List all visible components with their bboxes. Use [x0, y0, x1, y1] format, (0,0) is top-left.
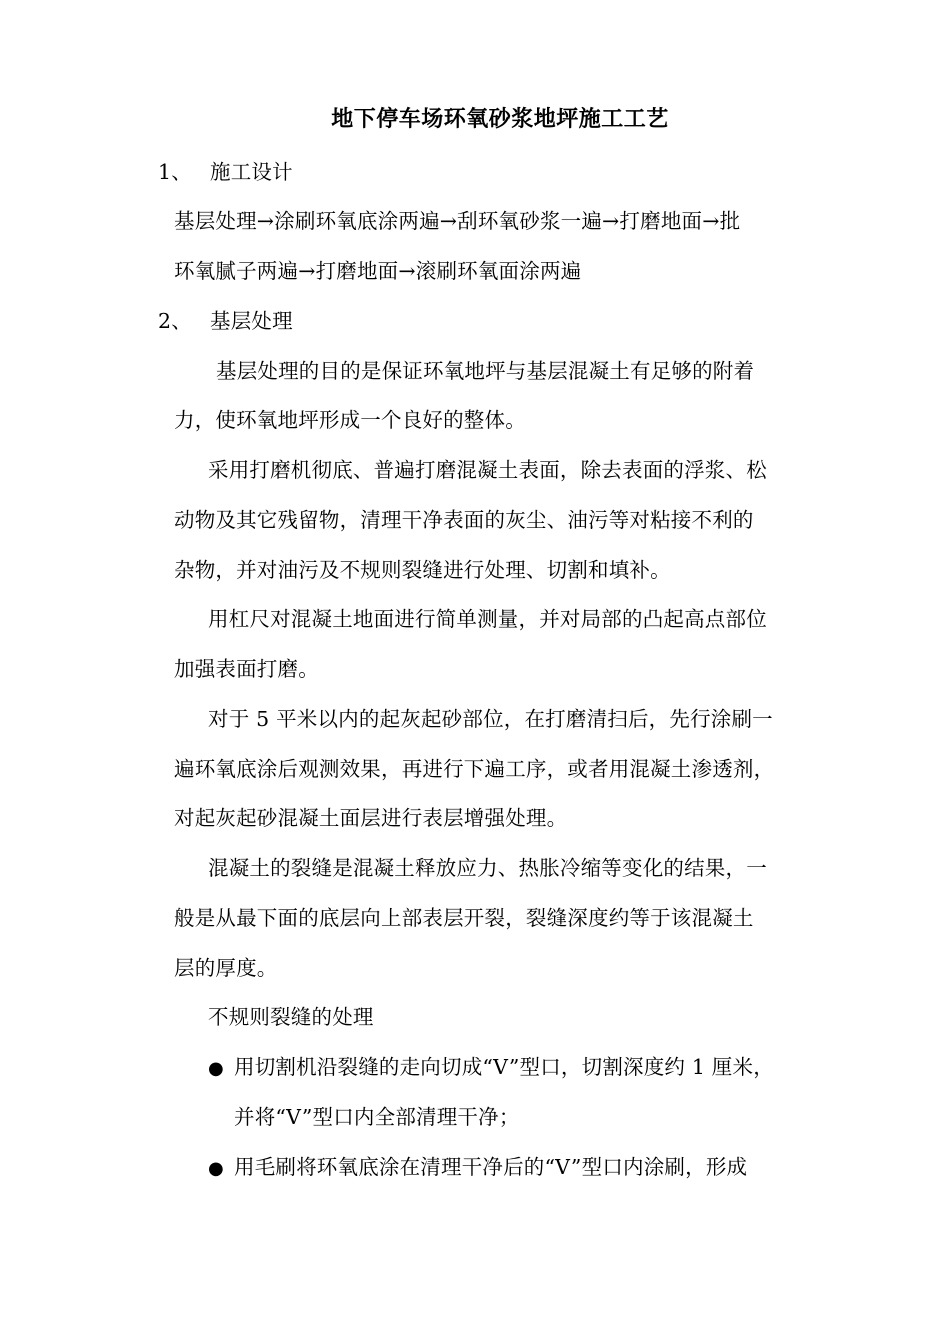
bullet-text: 用切割机沿裂缝的走向切成“V”型口，切割深度约 1 厘米， [234, 1055, 774, 1079]
bullet-icon: ● [208, 1158, 224, 1179]
paragraph-line: 用杠尺对混凝土地面进行简单测量，并对局部的凸起高点部位 [208, 607, 767, 631]
paragraph-line: 动物及其它残留物，清理干净表面的灰尘、油污等对粘接不利的 [174, 508, 754, 532]
section-heading-text: 施工设计 [210, 160, 293, 184]
bullet-item [208, 1054, 774, 1082]
paragraph-line: 杂物，并对油污及不规则裂缝进行处理、切割和填补。 [174, 558, 671, 582]
paragraph-line: 混凝土的裂缝是混凝土释放应力、热胀冷缩等变化的结果，一 [208, 856, 767, 880]
document-title: 地下停车场环氧砂浆地坪施工工艺 [331, 106, 669, 132]
bullet-item [208, 1154, 747, 1182]
bullet-icon: ● [208, 1058, 224, 1079]
bullet-continuation: 并将“V”型口内全部清理干净； [234, 1105, 520, 1129]
paragraph-line: 对起灰起砂混凝土面层进行表层增强处理。 [174, 806, 568, 830]
paragraph-line: 采用打磨机彻底、普遍打磨混凝土表面，除去表面的浮浆、松 [208, 458, 767, 482]
paragraph-line: 基层处理→涂刷环氧底涂两遍→刮环氧砂浆一遍→打磨地面→批 [174, 209, 741, 233]
section-heading-1 [158, 159, 293, 185]
paragraph-line: 基层处理的目的是保证环氧地坪与基层混凝土有足够的附着 [216, 359, 755, 383]
paragraph-line: 遍环氧底涂后观测效果，再进行下遍工序，或者用混凝土渗透剂， [174, 757, 775, 781]
paragraph-line: 层的厚度。 [174, 956, 278, 980]
section-heading-text: 基层处理 [210, 309, 293, 333]
paragraph-line: 加强表面打磨。 [174, 657, 319, 681]
paragraph-line: 力，使环氧地坪形成一个良好的整体。 [174, 408, 526, 432]
section-number: 2、 [158, 309, 192, 333]
paragraph-line: 对于 5 平米以内的起灰起砂部位，在打磨清扫后，先行涂刷一 [208, 707, 773, 731]
section-number: 1、 [158, 160, 192, 184]
paragraph-line: 环氧腻子两遍→打磨地面→滚刷环氧面涂两遍 [174, 259, 582, 283]
bullet-text: 用毛刷将环氧底涂在清理干净后的“V”型口内涂刷，形成 [234, 1155, 748, 1179]
section-heading-2 [158, 308, 293, 334]
subheading: 不规则裂缝的处理 [208, 1005, 374, 1029]
paragraph-line: 般是从最下面的底层向上部表层开裂，裂缝深度约等于该混凝土 [174, 906, 754, 930]
